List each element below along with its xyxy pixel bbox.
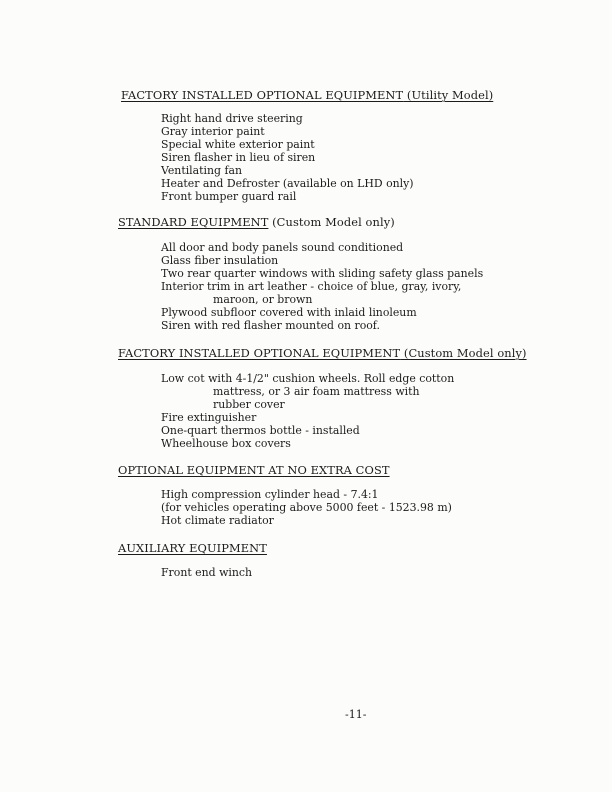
auxiliary-list — [161, 566, 252, 579]
custom-optional-list — [161, 372, 454, 450]
list-item: Hot climate radiator — [161, 514, 274, 527]
section-heading-no-extra-cost — [118, 463, 390, 477]
heading-text: FACTORY INSTALLED OPTIONAL EQUIPMENT — [121, 88, 404, 102]
list-item: Two rear quarter windows with sliding safety glass panels — [161, 267, 484, 280]
list-item: One-quart thermos bottle - installed — [161, 424, 360, 437]
utility-optional-list — [161, 112, 414, 203]
list-item: Special white exterior paint — [161, 138, 315, 151]
list-item: Siren flasher in lieu of siren — [161, 151, 316, 164]
heading-text: STANDARD EQUIPMENT — [118, 215, 269, 229]
list-item: Front end winch — [161, 566, 252, 579]
list-item: Gray interior paint — [161, 125, 265, 138]
list-item: Ventilating fan — [161, 164, 243, 177]
list-item: Right hand drive steering — [161, 112, 303, 125]
section-heading-auxiliary — [118, 541, 267, 555]
list-item: Heater and Defroster (available on LHD only) — [161, 177, 414, 190]
list-item: Glass fiber insulation — [161, 254, 279, 267]
list-item: Siren with red flasher mounted on roof. — [161, 319, 380, 332]
list-item: High compression cylinder head - 7.4:1 — [161, 488, 379, 501]
page-number: -11- — [345, 708, 367, 721]
section-heading-utility-optional — [121, 88, 493, 102]
heading-qualifier: (Custom Model only) — [400, 346, 527, 360]
no-extra-cost-list — [161, 488, 452, 527]
list-item: Wheelhouse box covers — [161, 437, 291, 450]
list-item: (for vehicles operating above 5000 feet - 1523.98 m) — [161, 501, 452, 514]
heading-text: AUXILIARY EQUIPMENT — [118, 541, 267, 555]
section-heading-custom-optional — [118, 346, 527, 360]
heading-qualifier: (Utility Model) — [403, 88, 494, 102]
heading-text: OPTIONAL EQUIPMENT AT NO EXTRA COST — [118, 463, 390, 477]
list-item: All door and body panels sound conditioned — [161, 241, 404, 254]
list-item: Front bumper guard rail — [161, 190, 297, 203]
list-item: Interior trim in art leather - choice of blue, gray, ivory, — [161, 280, 462, 293]
list-item: Fire extinguisher — [161, 411, 257, 424]
list-item-continuation: rubber cover — [213, 398, 285, 411]
heading-text: FACTORY INSTALLED OPTIONAL EQUIPMENT — [118, 346, 401, 360]
list-item: Low cot with 4-1/2" cushion wheels. Roll edge cotton — [161, 372, 455, 385]
list-item-continuation: maroon, or brown — [213, 293, 313, 306]
section-heading-standard — [118, 215, 395, 229]
list-item-continuation: mattress, or 3 air foam mattress with — [213, 385, 420, 398]
list-item: Plywood subfloor covered with inlaid linoleum — [161, 306, 417, 319]
heading-qualifier: (Custom Model only) — [268, 215, 395, 229]
standard-equipment-list — [161, 241, 483, 332]
